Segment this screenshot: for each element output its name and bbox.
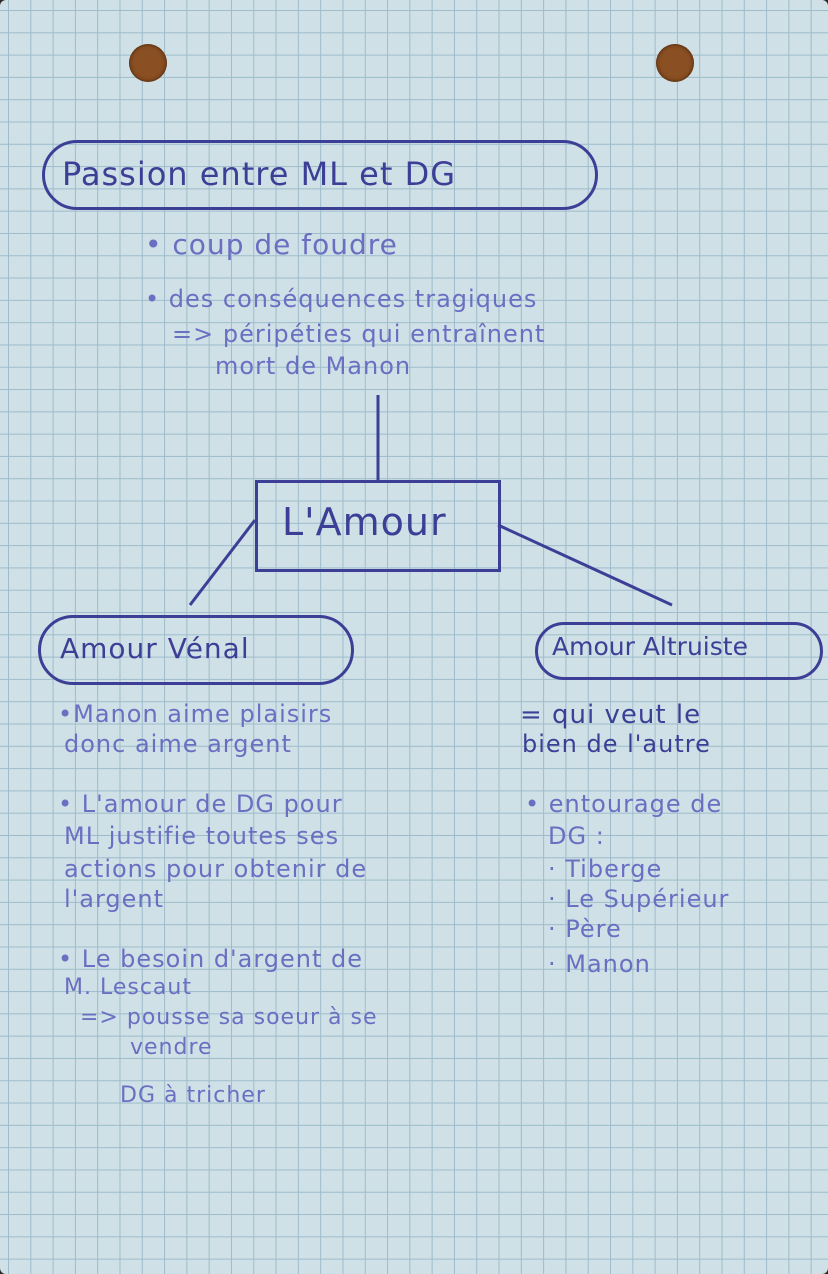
right-line: · Père: [548, 915, 622, 943]
intro-line: • des conséquences tragiques: [145, 285, 538, 313]
right-line: = qui veut le: [520, 700, 702, 730]
left-line: • Le besoin d'argent de: [58, 945, 364, 973]
left-line: DG à tricher: [120, 1083, 266, 1108]
left-heading: Amour Vénal: [60, 632, 250, 665]
left-line: actions pour obtenir de: [64, 855, 368, 883]
left-line: donc aime argent: [64, 730, 292, 758]
left-line: • L'amour de DG pour: [58, 790, 343, 818]
intro-line: • coup de foudre: [145, 228, 398, 261]
connector-left: [190, 520, 255, 605]
right-line: DG :: [548, 822, 605, 850]
intro-line: => péripéties qui entraînent: [172, 320, 546, 348]
left-line: vendre: [130, 1035, 213, 1060]
right-line: · Le Supérieur: [548, 885, 730, 913]
intro-line: mort de Manon: [215, 352, 412, 380]
title: Passion entre ML et DG: [62, 155, 457, 193]
center-label: L'Amour: [282, 500, 447, 544]
right-line: · Tiberge: [548, 855, 663, 883]
right-line: bien de l'autre: [522, 730, 711, 758]
left-line: => pousse sa soeur à se: [80, 1005, 378, 1030]
left-line: M. Lescaut: [64, 975, 192, 1000]
connector-right: [498, 525, 672, 605]
left-line: ML justifie toutes ses: [64, 822, 340, 850]
right-heading: Amour Altruiste: [552, 632, 748, 661]
right-line: · Manon: [548, 950, 651, 978]
right-line: • entourage de: [525, 790, 723, 818]
left-line: •Manon aime plaisirs: [58, 700, 333, 728]
left-line: l'argent: [64, 885, 165, 913]
